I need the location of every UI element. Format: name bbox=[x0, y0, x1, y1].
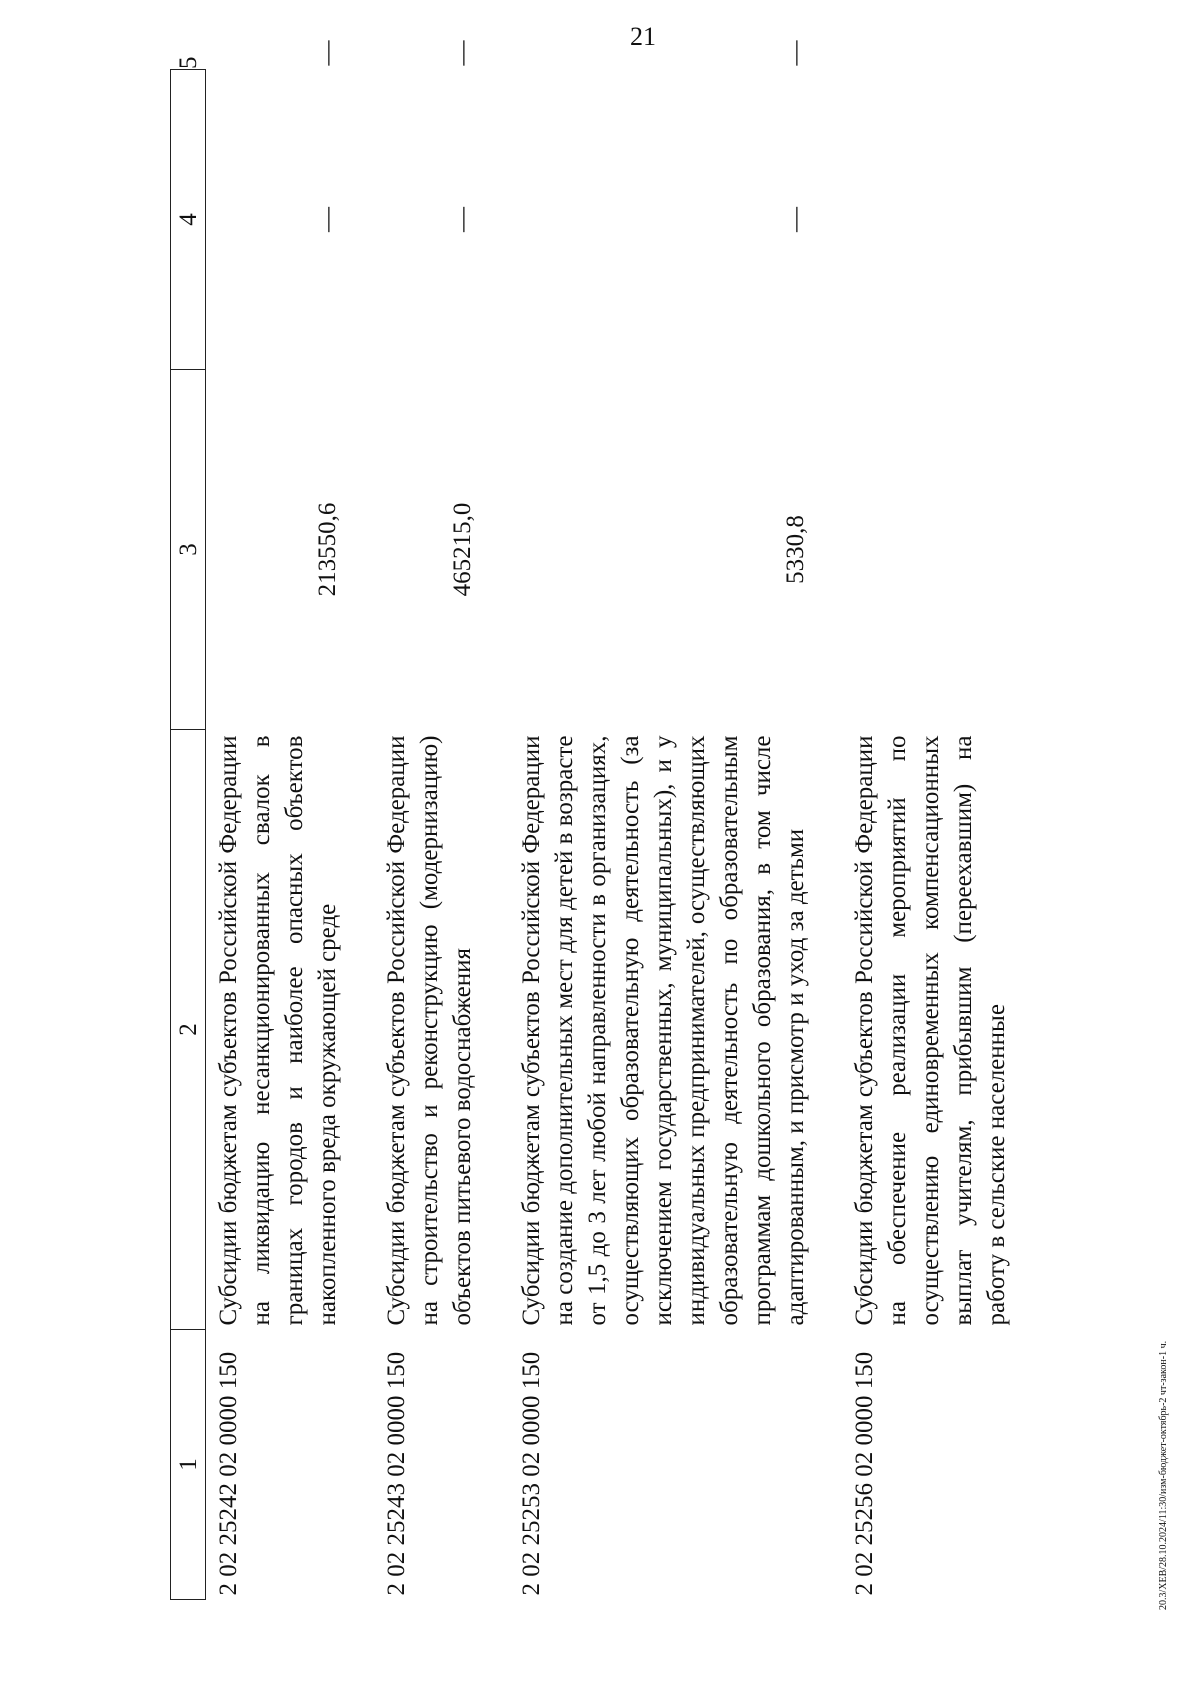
budget-code: 2 02 25256 02 0000 150 bbox=[851, 1351, 878, 1596]
amount-value: 213550,6 bbox=[314, 502, 341, 597]
col4-dash: — bbox=[782, 207, 809, 232]
budget-item-name: Субсидии бюджетам субъектов Российской Федерации на обеспечение реализации мероприятий по осуществлению единовременных компенсационных выплат учителям, прибывшим (переехавшим) на работу в сельские населенные bbox=[851, 735, 1010, 1326]
col4-dash: — bbox=[314, 207, 341, 232]
table-header-row: 1 2 3 4 5 bbox=[171, 70, 206, 1600]
column-header-1: 1 bbox=[171, 1330, 206, 1600]
column-header-3: 3 bbox=[171, 370, 206, 730]
amount-value: 465215,0 bbox=[449, 502, 476, 597]
amount-value bbox=[842, 370, 1043, 730]
budget-table bbox=[170, 40, 1043, 1600]
table-row: 2 02 25242 02 0000 150 Субсидии бюджетам субъектов Российской Федерации на ликвидацию несанкционированных свалок в границах городов и наиболее опасных объектов накопленного вреда окружающей среде 213550,6 — — bbox=[206, 70, 375, 1600]
column-header-4: 4 bbox=[171, 70, 206, 370]
budget-code: 2 02 25253 02 0000 150 bbox=[518, 1351, 545, 1596]
budget-item-name: Субсидии бюджетам субъектов Российской Федерации на ликвидацию несанкционированных свалок в границах городов и наиболее опасных объектов накопленного вреда окружающей среде bbox=[215, 735, 341, 1326]
col4-dash: — bbox=[449, 207, 476, 232]
budget-item-name: Субсидии бюджетам субъектов Российской Федерации на создание дополнительных мест для детей в возрасте от 1,5 до 3 лет любой направленности в организациях, осуществляющих образовательную деятельность (за исключением государственных, муниципальных), и у индивидуальных предпринимателей, осуществляющих образовательную деятельность по образовательным программам дошкольного образования, в том числе адаптированным, и присмотр и уход за детьми bbox=[518, 735, 809, 1326]
budget-code: 2 02 25243 02 0000 150 bbox=[383, 1351, 410, 1596]
amount-value: 5330,8 bbox=[782, 515, 809, 584]
document-footer-code: 20.3/ХЕВ/28.10.2024/11:30/изм-бюджет-октябрь-2 чт-закон-1 ч. bbox=[1158, 1340, 1169, 1610]
rotated-table-sheet bbox=[170, 40, 1150, 1600]
budget-item-name: Субсидии бюджетам субъектов Российской Федерации на строительство и реконструкцию (модернизацию) объектов питьевого водоснабжения bbox=[383, 735, 476, 1326]
page-number: 21 bbox=[630, 22, 656, 51]
table-row: 2 02 25253 02 0000 150 Субсидии бюджетам субъектов Российской Федерации на создание дополнительных мест для детей в возрасте от 1,5 до 3 лет любой направленности в организациях, осуществляющих образовательную деятельность (за исключением государственных, муниципальных), и у индивидуальных предпринимателей, осуществляющих образовательную деятельность по образовательным программам дошкольного образования, в том числе адаптированным, и присмотр и уход за детьми 5330,8 — — bbox=[509, 70, 842, 1600]
table-row: 2 02 25243 02 0000 150 Субсидии бюджетам субъектов Российской Федерации на строительство и реконструкцию (модернизацию) объектов питьевого водоснабжения 465215,0 — — bbox=[374, 70, 509, 1600]
column-header-2: 2 bbox=[171, 730, 206, 1330]
table-row bbox=[842, 70, 1043, 1600]
budget-code: 2 02 25242 02 0000 150 bbox=[215, 1351, 242, 1596]
col4-dash bbox=[842, 70, 1043, 370]
